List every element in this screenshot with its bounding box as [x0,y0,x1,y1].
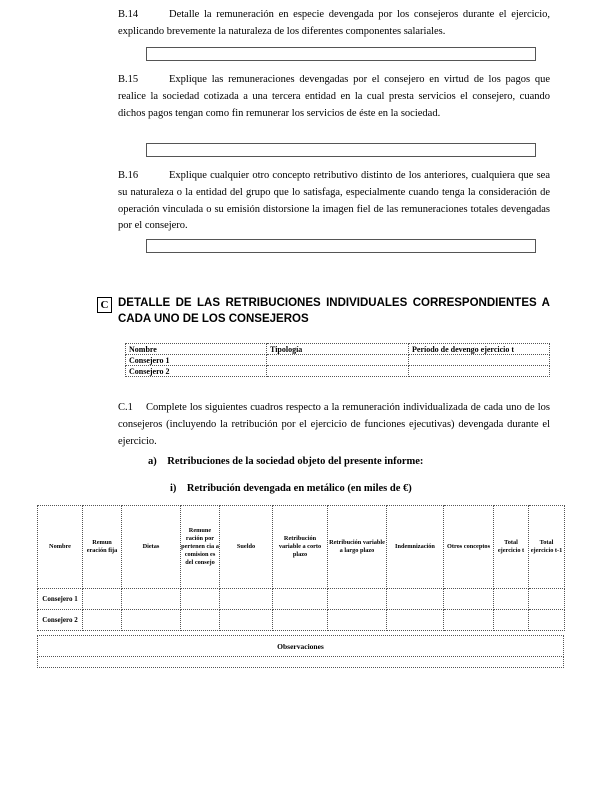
value-cell[interactable] [220,610,273,631]
header-variable-corto: Retribución variable a corto plazo [273,506,328,589]
value-cell[interactable] [328,610,387,631]
value-cell[interactable] [444,589,494,610]
header-dietas: Dietas [122,506,181,589]
item-number: B.15 [118,74,139,85]
item-text: Explique cualquier otro concepto retributivo distinto de los anteriores, cualquiera que sea su naturaleza o la entidad del grupo que lo satisfaga, especialmente cuando tenga la consideración de operación vinculada o su emisión distorsione la imagen fiel de las remuneraciones totales devengadas por el consejero. [118,170,550,232]
value-cell[interactable] [328,589,387,610]
director-type-cell[interactable] [267,366,409,377]
item-text: Explique las remuneraciones devengadas por el consejero en virtud de los pagos que realice la sociedad cotizada a una tercera entidad en la cual presta servicios el consejero, cuando dichos pagos tengan como fin remunerar los servicios de éste en la sociedad. [118,74,550,119]
observations-label: Observaciones [38,636,564,657]
subsection-a: a) Retribuciones de la sociedad objeto del presente informe: [148,456,424,467]
header-indemnizacion: Indemnización [387,506,444,589]
item-text: Complete los siguientes cuadros respecto a la remuneración individualizada de cada uno de los consejeros (incluyendo la retribución por el ejercicio de funciones ejecutivas) devengada durante el ejercicio. [118,402,550,447]
value-cell[interactable] [83,589,122,610]
table-header-row [38,506,565,589]
cash-remuneration-table [37,505,565,631]
table-header-row [126,344,550,355]
observations-body-row [38,657,564,668]
director-period-cell[interactable] [409,355,550,366]
table-row [126,355,550,366]
director-name: Consejero 2 [38,610,83,631]
director-name: Consejero 1 [38,589,83,610]
director-type-cell[interactable] [267,355,409,366]
table-row [38,610,565,631]
value-cell[interactable] [529,589,565,610]
value-cell[interactable] [494,589,529,610]
observations-table [37,635,564,668]
observations-field[interactable] [38,657,564,668]
header-tipologia: Tipología [267,344,409,355]
value-cell[interactable] [387,610,444,631]
header-nombre: Nombre [38,506,83,589]
item-number: C.1 [118,402,133,413]
value-cell[interactable] [273,589,328,610]
item-b15 [118,72,550,122]
header-variable-largo: Retribución variable a largo plazo [328,506,387,589]
observations-header-row [38,636,564,657]
item-c1 [118,400,550,450]
value-cell[interactable] [273,610,328,631]
header-total-t: Total ejercicio t [494,506,529,589]
item-text: Detalle la remuneración en especie devengada por los consejeros durante el ejercicio, explicando brevemente la naturaleza de los diferentes componentes salariales. [118,9,550,37]
header-sueldo: Sueldo [220,506,273,589]
director-name: Consejero 2 [126,366,267,377]
value-cell[interactable] [494,610,529,631]
header-otros-conceptos: Otros conceptos [444,506,494,589]
item-number: B.14 [118,9,139,20]
answer-field-b14[interactable] [146,47,536,61]
value-cell[interactable] [387,589,444,610]
item-b16 [118,168,550,235]
header-remuneracion-fija: Remun eración fija [83,506,122,589]
value-cell[interactable] [529,610,565,631]
table-row [38,589,565,610]
section-title: DETALLE DE LAS RETRIBUCIONES INDIVIDUALES CORRESPONDIENTES A CADA UNO DE LOS CONSEJEROS [118,297,550,325]
answer-field-b16[interactable] [146,239,536,253]
header-nombre: Nombre [126,344,267,355]
directors-table [125,343,550,377]
answer-field-b15[interactable] [146,143,536,157]
director-period-cell[interactable] [409,366,550,377]
header-periodo: Período de devengo ejercicio t [409,344,550,355]
header-total-t-1: Total ejercicio t-1 [529,506,565,589]
header-remuneracion-comisiones: Remune ración por pertenen cia a comision es del consejo [181,506,220,589]
section-letter-box: C [97,297,112,313]
value-cell[interactable] [444,610,494,631]
director-name: Consejero 1 [126,355,267,366]
value-cell[interactable] [181,589,220,610]
value-cell[interactable] [181,610,220,631]
value-cell[interactable] [122,610,181,631]
item-b14 [118,7,550,41]
value-cell[interactable] [122,589,181,610]
item-number: B.16 [118,170,139,181]
subsection-i: i) Retribución devengada en metálico (en miles de €) [170,483,412,494]
value-cell[interactable] [83,610,122,631]
table-row [126,366,550,377]
value-cell[interactable] [220,589,273,610]
